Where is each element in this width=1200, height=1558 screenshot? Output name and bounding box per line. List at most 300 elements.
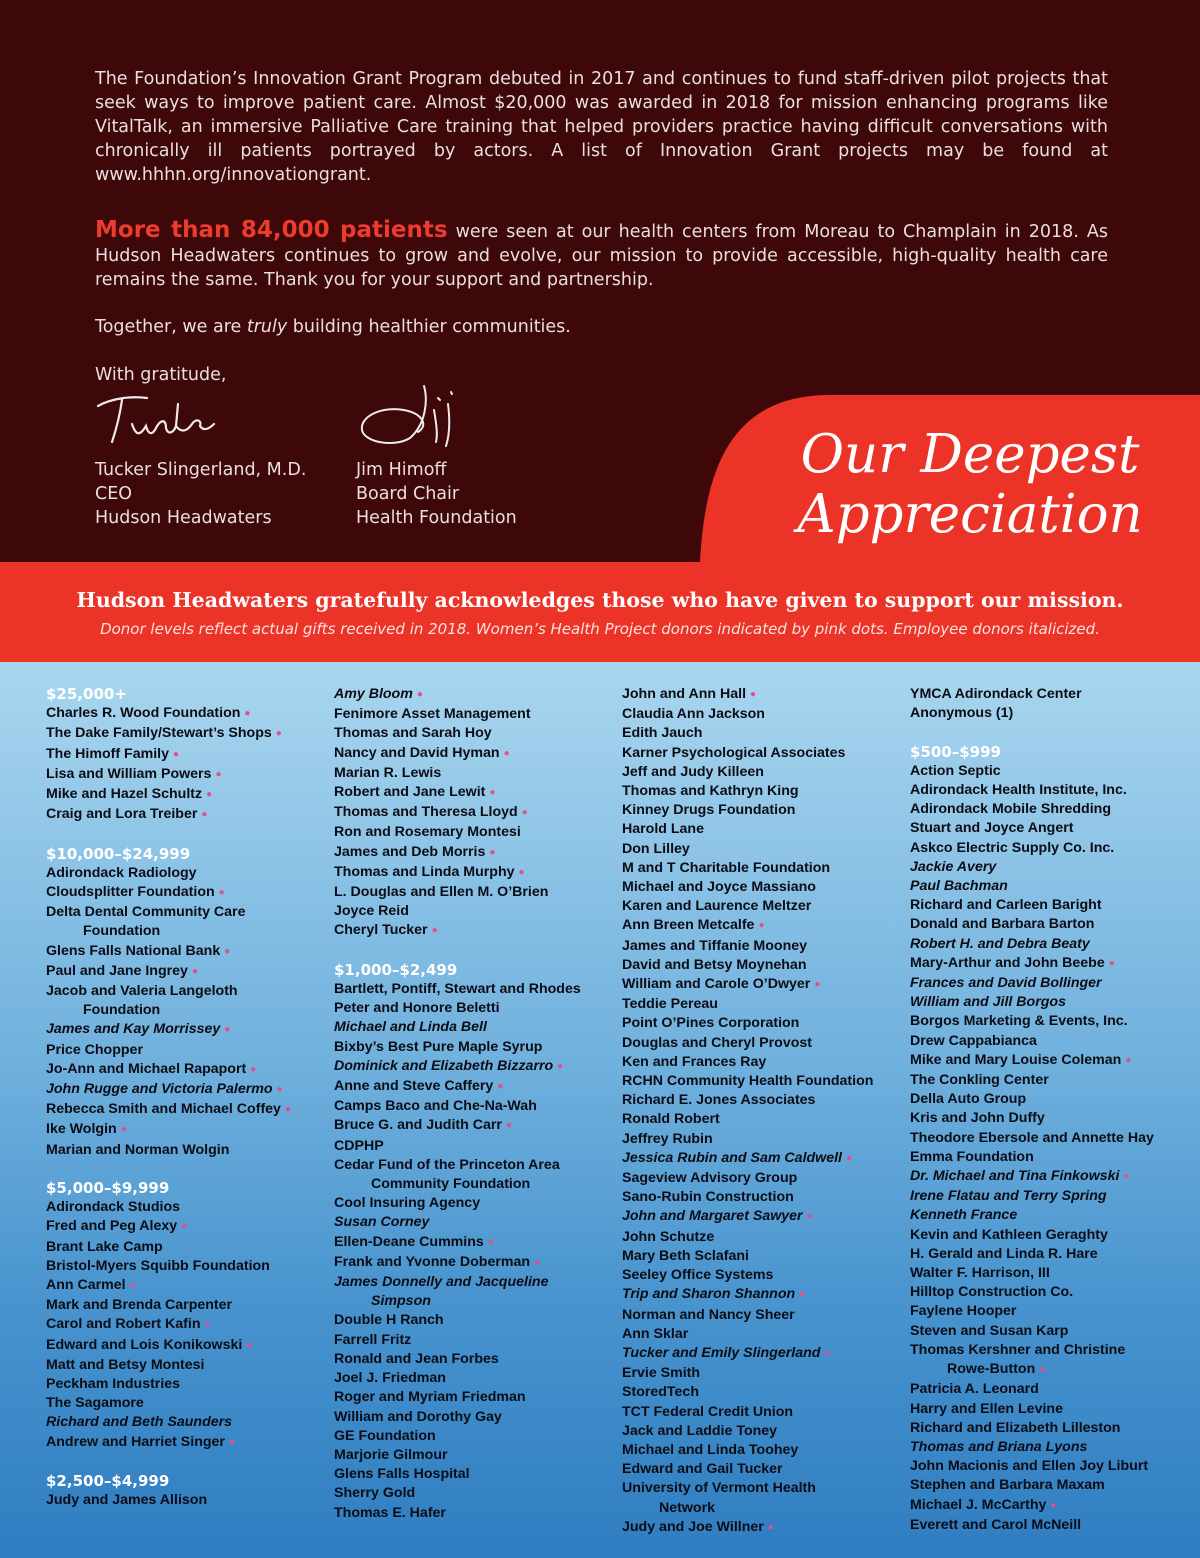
donor-name [910, 704, 1190, 723]
donor-name-text: The Conkling Center [910, 1072, 1049, 1089]
donor-name-text: David and Betsy Moynehan [622, 956, 807, 973]
donor-name-text: James and Kay Morrissey [46, 1021, 221, 1038]
donor-name [622, 1091, 902, 1110]
donor-name-text: Tucker and Emily Slingerland [622, 1344, 821, 1361]
donor-name [334, 764, 614, 783]
pink-dot-icon: ● [191, 965, 198, 977]
donor-name [334, 803, 614, 823]
letter-paragraph-innovation: The Foundation’s Innovation Grant Program debuted in 2017 and continues to fund staff-driven pilot projects that seek ways to improve patient care. Almost $20,000 was awarded in 2018 for mission enhancing programs like VitalTalk, an immersive Palliative Care training that helped providers practice having difficult conversations with chronically ill patients portrayed by actors. A list of Innovation Grant projects may be found at www.hhhn.org/innovationgrant. [95, 69, 1108, 185]
donor-name-text: Mary Beth Sclafani [622, 1247, 749, 1264]
spacer [46, 825, 326, 844]
donor-name [46, 1491, 326, 1510]
donor-name-text: Amy Bloom [334, 686, 413, 702]
donor-name [622, 1479, 902, 1498]
donor-name [910, 1283, 1190, 1302]
donor-level-heading: $500–$999 [910, 742, 1001, 761]
donor-name-text: Richard E. Jones Associates [622, 1092, 816, 1109]
donor-name [334, 685, 614, 705]
patients-highlight: More than 84,000 patients [95, 217, 448, 243]
donor-name-text: Dr. Michael and Tina Finkowski [910, 1168, 1120, 1185]
donor-name-text: Della Auto Group [910, 1091, 1027, 1108]
donor-name [46, 1375, 326, 1394]
pink-dot-icon: ● [489, 846, 496, 858]
donor-name [622, 744, 902, 763]
donor-name [910, 1148, 1190, 1167]
donor-name-text: StoredTech [622, 1384, 699, 1401]
donor-name [334, 1057, 614, 1077]
signer-org: Hudson Headwaters [95, 508, 272, 528]
signer-role: CEO [95, 484, 133, 504]
donor-name [910, 1167, 1190, 1187]
donor-name-text: Seeley Office Systems [622, 1267, 774, 1284]
donor-level-heading: $25,000+ [46, 685, 127, 703]
donor-name-text: Ron and Rosemary Montesi [334, 824, 521, 841]
donor-name [46, 805, 326, 825]
donor-name [334, 921, 614, 941]
donor-name-text: Harry and Ellen Levine [910, 1400, 1063, 1417]
signature-tucker [95, 458, 306, 530]
donor-name [622, 1169, 902, 1188]
donor-name [46, 1356, 326, 1375]
donor-name-text: Fred and Peg Alexy [46, 1218, 178, 1235]
pink-dot-icon: ● [275, 728, 282, 740]
donor-name-text: Don Lilley [622, 840, 690, 857]
donor-name-text: Thomas and Sarah Hoy [334, 725, 492, 742]
donor-name-text: Claudia Ann Jackson [622, 706, 765, 723]
donor-name-text: Cool Insuring Agency [334, 1195, 481, 1212]
donor-level-heading: $2,500–$4,999 [46, 1472, 170, 1491]
donor-name-text: Everett and Carol McNeill [910, 1516, 1082, 1533]
pink-dot-icon: ● [750, 689, 757, 700]
donor-name [46, 1217, 326, 1237]
donor-name-text: Edward and Lois Konikowski [46, 1336, 243, 1353]
donor-name [622, 1053, 902, 1072]
signer-name: Jim Himoff [356, 460, 447, 480]
donor-name-text: Karner Psychological Associates [622, 744, 846, 761]
donor-name-text: Delta Dental Community Care [46, 904, 246, 921]
donor-name [910, 1129, 1190, 1148]
donor-name-text: Bartlett, Pontiff, Stewart and Rhodes [334, 981, 581, 998]
donor-name [334, 1350, 614, 1369]
donor-name [334, 1504, 614, 1523]
donor-name [46, 1336, 326, 1356]
donor-name [910, 1476, 1190, 1495]
donor-name-text: Glens Falls Hospital [334, 1466, 470, 1483]
pink-dot-icon: ● [1050, 1499, 1057, 1511]
donor-name-text: Nancy and David Hyman [334, 744, 500, 761]
donor-name [46, 962, 326, 982]
donor-name [910, 1187, 1190, 1206]
pink-dot-icon: ● [276, 1084, 283, 1096]
donor-name-text: Fenimore Asset Management [334, 706, 531, 723]
pink-dot-icon: ● [534, 1256, 541, 1268]
donor-name-text: Frank and Yvonne Doberman [334, 1253, 531, 1270]
donor-name-text: Robert H. and Debra Beaty [910, 935, 1090, 952]
donor-name-text: GE Foundation [334, 1427, 436, 1444]
donor-name-text: Network [659, 1499, 715, 1516]
donor-name [334, 1156, 614, 1175]
donor-name-text: Michael and Linda Bell [334, 1019, 487, 1036]
donor-name-text: Mary-Arthur and John Beebe [910, 954, 1105, 971]
donor-name [622, 1110, 902, 1129]
donor-name [622, 1247, 902, 1266]
donor-name [46, 1141, 326, 1160]
donor-name [910, 1302, 1190, 1321]
donor-name [334, 1369, 614, 1388]
donor-name-text: Point O’Pines Corporation [622, 1015, 800, 1032]
donor-name-text: William and Carole O’Dwyer [622, 976, 811, 993]
pink-dot-icon: ● [557, 1060, 564, 1072]
donor-name [622, 937, 902, 956]
donor-name [622, 1149, 902, 1169]
donor-name [334, 1018, 614, 1037]
donor-name-text: Paul and Jane Ingrey [46, 962, 188, 979]
donor-name-text: Judy and Joe Willner [622, 1518, 764, 1535]
donor-name-text: Action Septic [910, 762, 1001, 779]
donor-name-text: Mark and Brenda Carpenter [46, 1297, 233, 1314]
donor-name [910, 1496, 1190, 1516]
donor-column-2 [334, 685, 614, 1523]
donor-name [46, 1120, 326, 1140]
donor-name-text: Rebecca Smith and Michael Coffey [46, 1101, 281, 1118]
donor-name [334, 902, 614, 921]
donor-name [46, 1041, 326, 1060]
pink-dot-icon: ● [505, 1120, 512, 1132]
donor-name-text: Thomas and Briana Lyons [910, 1438, 1088, 1455]
donor-name-text: Ann Carmel [46, 1277, 126, 1294]
donor-name-text: Adirondack Studios [46, 1199, 181, 1216]
donor-name [910, 1341, 1190, 1360]
donor-name [334, 980, 614, 999]
pink-dot-icon: ● [204, 1319, 211, 1331]
pink-dot-icon: ● [201, 809, 208, 821]
donor-name [910, 1457, 1190, 1476]
donor-name [46, 864, 326, 883]
donor-name-text: Jo-Ann and Michael Rapaport [46, 1060, 247, 1077]
pink-dot-icon: ● [284, 1104, 291, 1116]
donor-name [334, 1331, 614, 1350]
pink-dot-icon: ● [487, 1236, 494, 1248]
donor-name [910, 1051, 1190, 1071]
donor-name [334, 1233, 614, 1253]
donor-name [622, 1441, 902, 1460]
donor-name-text: Camps Baco and Che-Na-Wah [334, 1098, 537, 1115]
donor-name-text: Paul Bachman [910, 878, 1008, 895]
donor-name [910, 1438, 1190, 1457]
donor-name [46, 1100, 326, 1120]
donor-name-text: Michael and Linda Toohey [622, 1441, 799, 1458]
donor-name-text: Cloudsplitter Foundation [46, 884, 215, 901]
donor-name-text: Trip and Sharon Shannon [622, 1286, 796, 1303]
donor-name-text: H. Gerald and Linda R. Hare [910, 1245, 1098, 1262]
donor-name [622, 1285, 902, 1305]
donor-name-text: Jackie Avery [910, 858, 997, 875]
donor-name-text: Frances and David Bollinger [910, 975, 1102, 992]
donor-name-text: Ronald and Jean Forbes [334, 1350, 499, 1367]
donor-name-text: RCHN Community Health Foundation [622, 1073, 874, 1090]
donor-name-text: Thomas Kershner and Christine [910, 1341, 1126, 1358]
donor-name [622, 763, 902, 782]
donor-name [334, 744, 614, 764]
donor-name [910, 877, 1190, 896]
donor-name-text: Patricia A. Leonard [910, 1381, 1039, 1398]
donor-name [622, 840, 902, 859]
donor-name-text: Douglas and Cheryl Provost [622, 1034, 812, 1051]
donor-name-text: Adirondack Radiology [46, 864, 197, 881]
donor-name-text: University of Vermont Health [622, 1480, 816, 1497]
donor-name [46, 1296, 326, 1315]
donor-name [622, 724, 902, 743]
donor-name-text: Harold Lane [622, 821, 704, 838]
donor-name [622, 1422, 902, 1441]
donor-name [334, 1273, 614, 1292]
donor-name-text: Irene Flatau and Terry Spring [910, 1188, 1107, 1205]
pink-dot-icon: ● [503, 747, 510, 759]
donor-name-text: Double H Ranch [334, 1312, 444, 1329]
donor-name [334, 863, 614, 883]
donor-name [46, 1080, 326, 1100]
donor-name-text: John Macionis and Ellen Joy Liburt [910, 1458, 1149, 1475]
donor-name [910, 974, 1190, 993]
donor-name-text: Jeff and Judy Killeen [622, 763, 764, 780]
donor-name-text: The Himoff Family [46, 745, 169, 762]
donor-name [46, 922, 326, 941]
together-text-start: Together, we are [95, 317, 247, 337]
donor-level-heading: $10,000–$24,999 [46, 844, 191, 863]
red-wave-shape [0, 0, 1200, 662]
donor-name [622, 1403, 902, 1422]
donor-name-text: Askco Electric Supply Co. Inc. [910, 839, 1115, 856]
donor-name-text: John Schutze [622, 1228, 715, 1245]
donor-name-text: Emma Foundation [910, 1148, 1034, 1165]
donor-name [910, 1516, 1190, 1535]
pink-dot-icon: ● [215, 768, 222, 780]
donor-name [622, 1325, 902, 1344]
donor-level-heading: $5,000–$9,999 [46, 1179, 170, 1198]
donor-name [46, 724, 326, 744]
pink-dot-icon: ● [814, 979, 821, 991]
donor-name-text: Marian R. Lewis [334, 764, 442, 781]
donor-name-text: Adirondack Mobile Shredding [910, 801, 1112, 818]
donor-name-text: Jack and Laddie Toney [622, 1422, 778, 1439]
donor-name-text: John Rugge and Victoria Palermo [46, 1081, 273, 1098]
donor-name-text: Jessica Rubin and Sam Caldwell [622, 1149, 842, 1166]
donor-name-text: Cedar Fund of the Princeton Area [334, 1156, 560, 1173]
donor-name [334, 883, 614, 902]
donor-name-text: Kinney Drugs Foundation [622, 802, 796, 819]
donor-name [46, 1433, 326, 1453]
donor-name-text: CDPHP [334, 1137, 384, 1154]
donor-name-text: Craig and Lora Treiber [46, 806, 198, 823]
pink-dot-icon: ● [172, 748, 180, 760]
donor-name-text: Simpson [371, 1293, 431, 1310]
donor-name-text: Robert and Jane Lewit [334, 784, 486, 801]
donor-name [910, 1419, 1190, 1438]
donor-name [622, 995, 902, 1014]
donor-name [46, 1060, 326, 1080]
pink-dot-icon: ● [224, 945, 231, 957]
pink-dot-icon: ● [1123, 1171, 1130, 1183]
donor-name-text: Teddie Pereau [622, 996, 718, 1013]
donor-name [622, 956, 902, 975]
donor-name-text: Matt and Betsy Montesi [46, 1356, 205, 1373]
donor-name-text: Ellen-Deane Cummins [334, 1233, 484, 1250]
donor-name [910, 1245, 1190, 1264]
pink-dot-icon: ● [431, 925, 438, 937]
donor-name-text: Glens Falls National Bank [46, 942, 221, 959]
pink-dot-icon: ● [518, 866, 525, 878]
signer-org: Health Foundation [356, 508, 517, 528]
donor-name [334, 1408, 614, 1427]
donor-column-3 [622, 685, 902, 1538]
donor-name-text: Anne and Steve Caffery [334, 1078, 494, 1095]
pink-dot-icon: ● [228, 1436, 236, 1448]
donor-name [622, 1228, 902, 1247]
donor-name-text: Thomas E. Hafer [334, 1504, 446, 1521]
donor-name [334, 1465, 614, 1484]
donor-name [622, 878, 902, 897]
donor-name [910, 1071, 1190, 1090]
donor-name [622, 820, 902, 839]
donor-name-text: Stephen and Barbara Maxam [910, 1477, 1105, 1494]
donor-name [622, 1499, 902, 1518]
donor-name-text: Kenneth France [910, 1207, 1018, 1224]
donor-name-text: James and Deb Morris [334, 843, 486, 860]
pink-dot-icon: ● [250, 1063, 257, 1075]
donor-name-text: Charles R. Wood Foundation [46, 705, 241, 722]
donor-name [622, 859, 902, 878]
donor-name [910, 935, 1190, 954]
donor-name-text: M and T Charitable Foundation [622, 859, 831, 876]
donor-name [46, 745, 326, 765]
donor-name-text: James and Tiffanie Mooney [622, 937, 808, 954]
donor-name-text: Roger and Myriam Friedman [334, 1389, 526, 1406]
donor-name [622, 1306, 902, 1325]
donor-name-text: William and Dorothy Gay [334, 1408, 502, 1425]
donor-name [622, 1188, 902, 1207]
banner-title: Hudson Headwaters gratefully acknowledges those who have given to support our mission. [76, 588, 1124, 612]
donor-name [46, 1198, 326, 1217]
donor-name-text: Stuart and Joyce Angert [910, 820, 1074, 837]
donor-name-text: Bruce G. and Judith Carr [334, 1117, 502, 1134]
together-text-end: building healthier communities. [287, 317, 571, 337]
donor-name [622, 1034, 902, 1053]
donor-name [46, 883, 326, 903]
donor-name [910, 858, 1190, 877]
pink-dot-icon: ● [244, 708, 251, 720]
donor-name [334, 999, 614, 1018]
donor-column-1 [46, 685, 326, 1510]
donor-name [46, 1257, 326, 1276]
donor-name-text: Jeffrey Rubin [622, 1130, 713, 1147]
donor-name [334, 1097, 614, 1116]
donor-name [46, 704, 326, 724]
donor-name [910, 1206, 1190, 1225]
signature-himoff [356, 458, 517, 530]
donor-name-text: Bristol-Myers Squibb Foundation [46, 1257, 270, 1274]
spacer [334, 942, 614, 961]
donor-name [334, 1388, 614, 1407]
donor-name [910, 1360, 1190, 1380]
donor-name-text: Joel J. Friedman [334, 1370, 446, 1387]
pink-dot-icon: ● [489, 787, 496, 799]
donor-name [334, 1038, 614, 1057]
pink-dot-icon: ● [806, 1211, 813, 1223]
donor-name-text: Theodore Ebersole and Annette Hay [910, 1129, 1154, 1146]
donor-name-text: Donald and Barbara Barton [910, 916, 1095, 933]
donor-name [334, 1116, 614, 1136]
pink-dot-icon: ● [497, 1081, 504, 1093]
donor-name-text: Michael and Joyce Massiano [622, 879, 816, 896]
donor-name-text: Farrell Fritz [334, 1331, 412, 1348]
donor-name [910, 1264, 1190, 1283]
pink-dot-icon: ● [246, 1339, 253, 1351]
donor-name-text: Foundation [83, 1002, 161, 1019]
donor-name-text: Ann Sklar [622, 1325, 689, 1342]
donor-name-text: Cheryl Tucker [334, 922, 428, 939]
donor-name [910, 915, 1190, 934]
pink-dot-icon: ● [416, 689, 423, 700]
donor-name-text: The Sagamore [46, 1395, 144, 1412]
donor-name [622, 897, 902, 916]
pink-dot-icon: ● [1039, 1364, 1046, 1376]
donor-name [910, 896, 1190, 915]
donor-name-text: Norman and Nancy Sheer [622, 1306, 795, 1323]
donor-name-text: Judy and James Allison [46, 1492, 208, 1509]
donor-name-text: William and Jill Borgos [910, 994, 1066, 1011]
donor-name-text: Ike Wolgin [46, 1121, 117, 1138]
donor-name [622, 1014, 902, 1033]
pink-dot-icon: ● [129, 1280, 136, 1292]
donor-name-text: Ervie Smith [622, 1365, 701, 1382]
donor-name-text: Ken and Frances Ray [622, 1053, 767, 1070]
signer-role: Board Chair [356, 484, 460, 504]
donor-name [46, 903, 326, 922]
donor-name-text: Sageview Advisory Group [622, 1170, 798, 1187]
donor-name [622, 801, 902, 820]
tucker-signature-image [92, 386, 232, 450]
donor-name-text: Price Chopper [46, 1041, 143, 1058]
donor-column-4 [910, 685, 1190, 1535]
pink-dot-icon: ● [758, 920, 765, 932]
donor-name-text: TCT Federal Credit Union [622, 1403, 794, 1420]
donor-name [334, 1311, 614, 1330]
donor-name [46, 1315, 326, 1335]
donor-name [622, 1130, 902, 1149]
donor-name-text: Bixby’s Best Pure Maple Syrup [334, 1038, 543, 1055]
donor-name-text: Ronald Robert [622, 1111, 720, 1128]
donor-name-text: Ann Breen Metcalfe [622, 917, 755, 934]
pink-dot-icon: ● [521, 807, 528, 819]
patients-text: were seen at our health centers from Moreau to Champlain in 2018. As Hudson Headwaters continues to grow and evolve, our mission to provide accessible, high-quality health care remains the same. Thank you for your support and partnership. [95, 222, 1108, 290]
donor-name-text: Andrew and Harriet Singer [46, 1433, 225, 1450]
donor-name [910, 762, 1190, 781]
donor-name [334, 1292, 614, 1311]
donor-name-text: Drew Cappabianca [910, 1032, 1037, 1049]
donor-name-text: Richard and Elizabeth Lilleston [910, 1419, 1121, 1436]
pink-dot-icon: ● [1108, 957, 1115, 969]
donor-name [622, 1072, 902, 1091]
pink-dot-icon: ● [181, 1221, 188, 1233]
donor-name [46, 1276, 326, 1296]
donor-name [334, 1484, 614, 1503]
donor-name [334, 724, 614, 743]
donor-name [334, 1137, 614, 1156]
donor-name [910, 954, 1190, 974]
donor-name [334, 1213, 614, 1232]
donor-name-text: Jacob and Valeria Langeloth [46, 983, 238, 1000]
donor-name-text: Anonymous (1) [910, 705, 1014, 722]
